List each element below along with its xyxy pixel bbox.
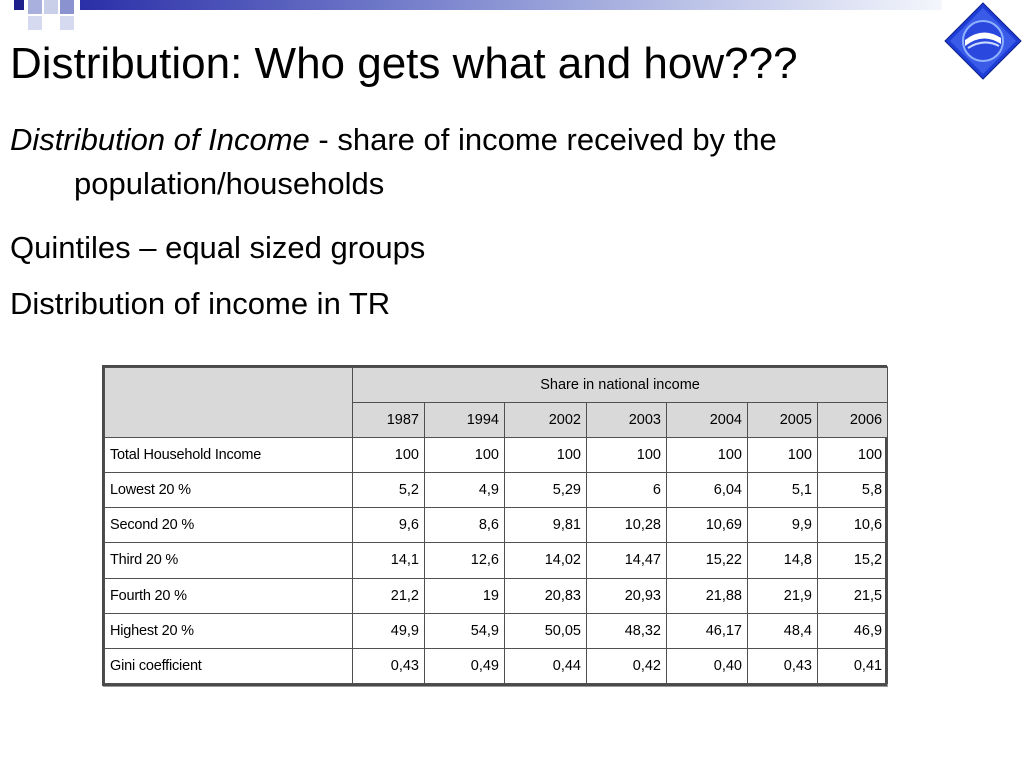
table-row-label: Second 20 % [105, 508, 353, 543]
table-cell: 19 [425, 578, 505, 613]
table-cell: 9,81 [505, 508, 587, 543]
table-year-header: 2006 [818, 403, 888, 438]
table-row [105, 508, 888, 543]
table-corner-cell [105, 368, 353, 438]
table-row-label: Fourth 20 % [105, 578, 353, 613]
table-cell: 5,1 [748, 473, 818, 508]
bullet-distribution-tr: Distribution of income in TR [10, 286, 391, 321]
table-cell: 5,29 [505, 473, 587, 508]
table-cell: 5,8 [818, 473, 888, 508]
table-cell: 0,43 [353, 648, 425, 683]
table-cell: 0,41 [818, 648, 888, 683]
table-cell: 9,9 [748, 508, 818, 543]
table-row [105, 543, 888, 578]
table-row-label: Lowest 20 % [105, 473, 353, 508]
table-cell: 100 [587, 438, 667, 473]
table-cell: 46,17 [667, 613, 748, 648]
table-cell: 100 [353, 438, 425, 473]
table-row-label: Third 20 % [105, 543, 353, 578]
table-cell: 15,2 [818, 543, 888, 578]
table-cell: 6 [587, 473, 667, 508]
table-year-header: 2005 [748, 403, 818, 438]
table-cell: 0,42 [587, 648, 667, 683]
table-group-header: Share in national income [353, 368, 888, 403]
table-cell: 21,5 [818, 578, 888, 613]
header-gradient-bar [80, 0, 942, 10]
table-cell: 0,40 [667, 648, 748, 683]
table-row-label: Highest 20 % [105, 613, 353, 648]
table-cell: 48,4 [748, 613, 818, 648]
table-cell: 21,88 [667, 578, 748, 613]
table-row [105, 648, 888, 683]
table-cell: 0,49 [425, 648, 505, 683]
table-cell: 14,8 [748, 543, 818, 578]
table-cell: 10,69 [667, 508, 748, 543]
table-cell: 15,22 [667, 543, 748, 578]
table-cell: 10,28 [587, 508, 667, 543]
table-year-header: 2004 [667, 403, 748, 438]
table-row [105, 438, 888, 473]
definition-term: Distribution of Income [10, 122, 310, 157]
table-cell: 6,04 [667, 473, 748, 508]
table-cell: 20,93 [587, 578, 667, 613]
table-cell: 21,2 [353, 578, 425, 613]
table-cell: 14,47 [587, 543, 667, 578]
table-cell: 100 [667, 438, 748, 473]
table-cell: 4,9 [425, 473, 505, 508]
table-year-header: 1987 [353, 403, 425, 438]
table-cell: 14,1 [353, 543, 425, 578]
table-row-label: Total Household Income [105, 438, 353, 473]
bullet-quintiles: Quintiles – equal sized groups [10, 230, 426, 265]
table-cell: 0,44 [505, 648, 587, 683]
table-cell: 100 [425, 438, 505, 473]
table-row [105, 613, 888, 648]
table-cell: 100 [818, 438, 888, 473]
table-cell: 50,05 [505, 613, 587, 648]
table-cell: 49,9 [353, 613, 425, 648]
table-cell: 9,6 [353, 508, 425, 543]
table-cell: 54,9 [425, 613, 505, 648]
definition-text-continued: population/households [74, 166, 385, 201]
table-cell: 14,02 [505, 543, 587, 578]
table-cell: 12,6 [425, 543, 505, 578]
income-distribution-table [102, 365, 887, 686]
table-cell: 0,43 [748, 648, 818, 683]
table-year-header: 1994 [425, 403, 505, 438]
table-row [105, 473, 888, 508]
table-cell: 20,83 [505, 578, 587, 613]
table-cell: 46,9 [818, 613, 888, 648]
table-cell: 5,2 [353, 473, 425, 508]
definition-paragraph [10, 118, 1015, 206]
definition-text: - share of income received by the [309, 122, 777, 157]
checker-squares-decoration [0, 0, 80, 30]
table-year-header: 2003 [587, 403, 667, 438]
table-cell: 100 [748, 438, 818, 473]
table-cell: 10,6 [818, 508, 888, 543]
slide-title: Distribution: Who gets what and how??? [10, 39, 798, 88]
table-row [105, 578, 888, 613]
table-year-header: 2002 [505, 403, 587, 438]
table-cell: 21,9 [748, 578, 818, 613]
table-row-label: Gini coefficient [105, 648, 353, 683]
table-cell: 100 [505, 438, 587, 473]
globe-logo-icon [944, 2, 1022, 80]
table-cell: 48,32 [587, 613, 667, 648]
table-cell: 8,6 [425, 508, 505, 543]
